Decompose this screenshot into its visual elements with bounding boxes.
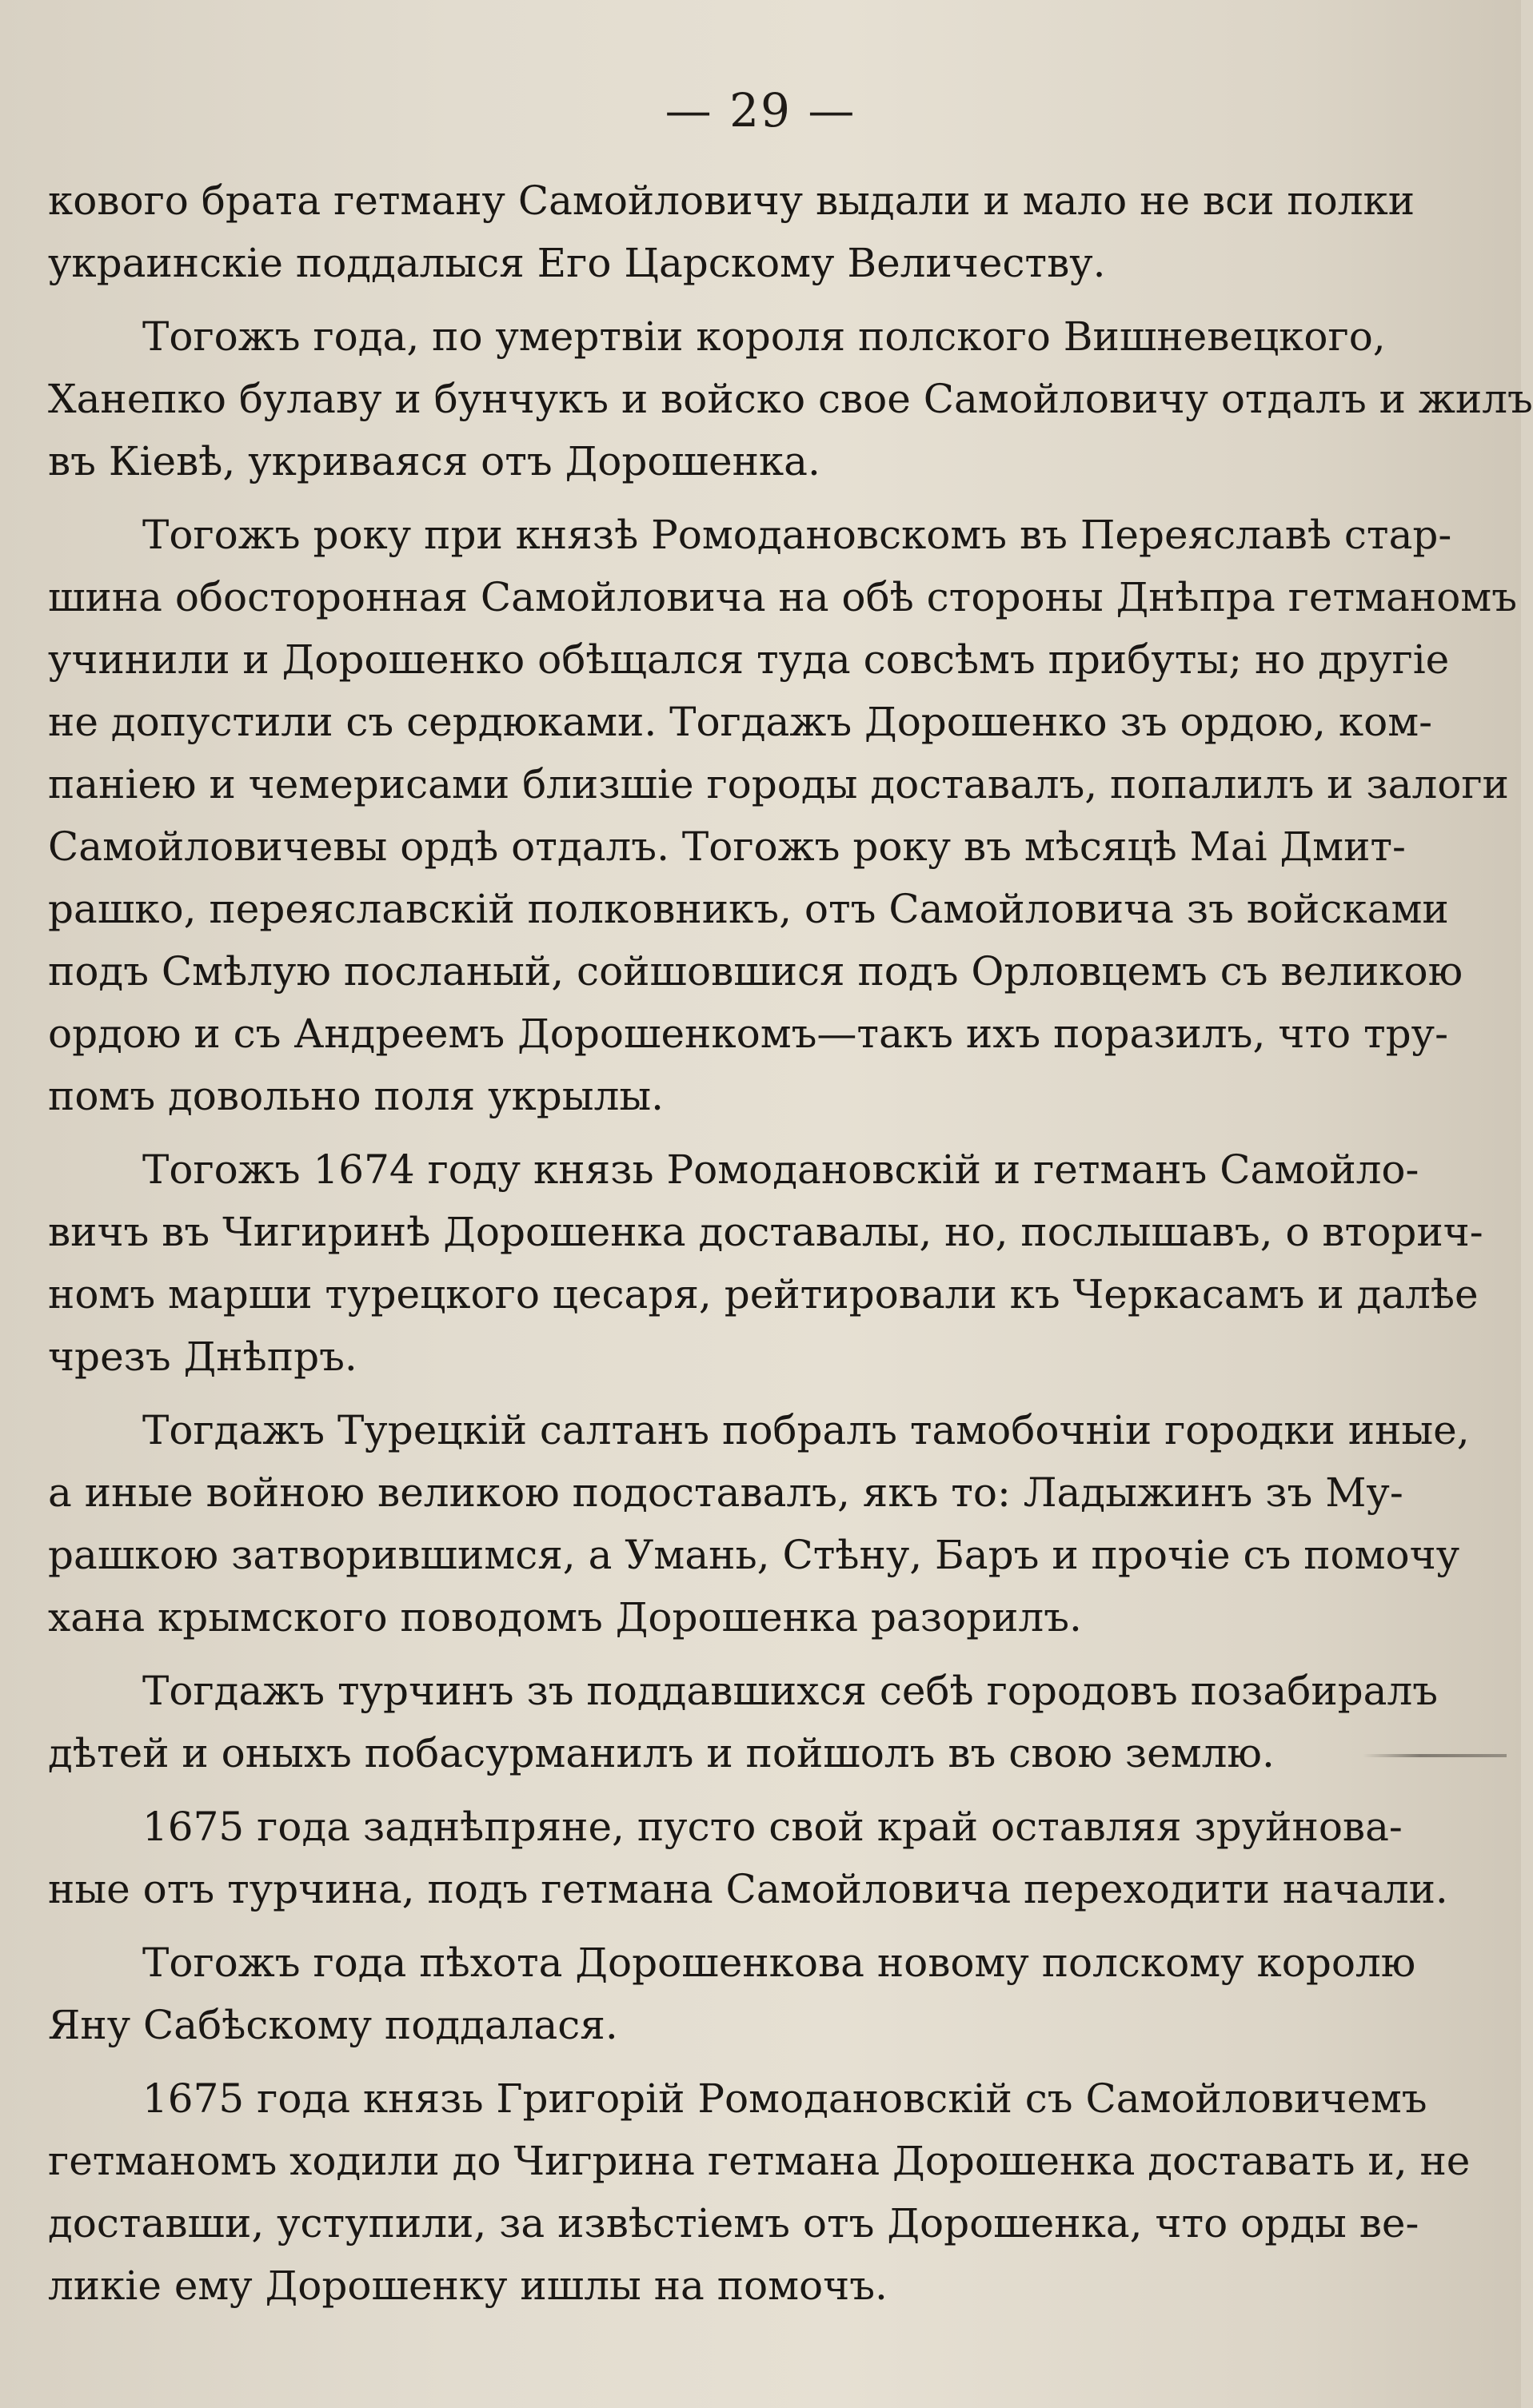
text-line: не допустили съ сердюками. Тогдажъ Дорошенко зъ ордою, ком-	[48, 699, 1432, 745]
text-line: ные отъ турчина, подъ гетмана Самойловича переходити начали.	[48, 1866, 1448, 1912]
text-line: украинскіе поддалыся Его Царскому Величеству.	[48, 240, 1106, 286]
text-line: гетманомъ ходили до Чигрина гетмана Дорошенка доставать и, не	[48, 2138, 1471, 2184]
margin-pencil-mark	[1363, 1754, 1507, 1757]
text-line: Самойловичевы ордѣ отдалъ. Тогожъ року въ мѣсяцѣ Маі Дмит-	[48, 823, 1406, 870]
text-line: дѣтей и оныхъ побасурманилъ и пойшолъ въ свою землю.	[48, 1730, 1275, 1776]
paragraph	[48, 169, 1415, 294]
text-line: Тогожъ года, по умертвіи короля полского Вишневецкого,	[142, 313, 1386, 360]
text-line: паніею и чемерисами близшіе городы доставалъ, попалилъ и залоги	[48, 761, 1509, 807]
paragraph	[48, 2067, 1471, 2317]
text-line: а иные войною великою подоставалъ, якъ то: Ладыжинъ зъ Му-	[48, 1469, 1403, 1516]
text-line: Тогдажъ Турецкій салтанъ побралъ тамобочніи городки иные,	[142, 1407, 1470, 1453]
paragraph	[48, 305, 1533, 492]
page-number: — 29 —	[665, 83, 856, 138]
text-line: 1675 года князь Григорій Ромодановскій съ Самойловичемъ	[142, 2075, 1427, 2122]
text-line: чрезъ Днѣпръ.	[48, 1334, 357, 1380]
text-line: ликіе ему Дорошенку ишлы на помочъ.	[48, 2262, 888, 2309]
text-line: Тогожъ года пѣхота Дорошенкова новому полскому королю	[142, 1940, 1416, 1986]
paragraph	[48, 1660, 1439, 1784]
paragraph	[48, 504, 1518, 1127]
text-line: Тогожъ року при князѣ Ромодановскомъ въ Переяславѣ стар-	[142, 512, 1452, 558]
text-line: подъ Смѣлую посланый, сойшовшися подъ Орловцемъ съ великою	[48, 948, 1463, 995]
text-line: въ Кіевѣ, укриваяся отъ Дорошенка.	[48, 438, 820, 484]
text-line: рашко, переяславскій полковникъ, отъ Самойловича зъ войсками	[48, 886, 1449, 932]
text-line: шина обосторонная Самойловича на обѣ стороны Днѣпра гетманомъ	[48, 574, 1518, 620]
text-line: номъ марши турецкого цесаря, рейтировали къ Черкасамъ и далѣе	[48, 1271, 1479, 1318]
text-line: учинили и Дорошенко обѣщался туда совсѣмъ прибуты; но другіе	[48, 636, 1450, 683]
text-line: доставши, уступили, за извѣстіемъ отъ Дорошенка, что орды ве-	[48, 2200, 1419, 2247]
paragraph	[48, 1796, 1448, 1920]
text-line: помъ довольно поля укрылы.	[48, 1073, 665, 1119]
text-body	[48, 169, 1533, 2328]
text-line: ордою и съ Андреемъ Дорошенкомъ—такъ ихъ поразилъ, что тру-	[48, 1011, 1448, 1057]
paragraph	[48, 1138, 1483, 1388]
text-line: Ханепко булаву и бунчукъ и войско свое Самойловичу отдалъ и жилъ	[48, 376, 1533, 422]
text-line: Яну Сабѣскому поддалася.	[48, 2002, 618, 2048]
text-line: рашкою затворившимся, а Умань, Стѣну, Баръ и прочіе съ помочу	[48, 1532, 1460, 1578]
text-line: хана крымского поводомъ Дорошенка разорилъ.	[48, 1594, 1082, 1641]
text-line: 1675 года заднѣпряне, пусто свой край оставляя зруйнова-	[142, 1804, 1403, 1850]
text-line: Тогожъ 1674 году князь Ромодановскій и гетманъ Самойло-	[142, 1146, 1419, 1193]
paragraph	[48, 1932, 1416, 2056]
text-line: вичъ въ Чигиринѣ Дорошенка доставалы, но, послышавъ, о вторич-	[48, 1209, 1483, 1255]
text-line: кового брата гетману Самойловичу выдали и мало не вси полки	[48, 177, 1415, 224]
paragraph	[48, 1399, 1470, 1649]
text-line: Тогдажъ турчинъ зъ поддавшихся себѣ городовъ позабиралъ	[142, 1668, 1439, 1714]
